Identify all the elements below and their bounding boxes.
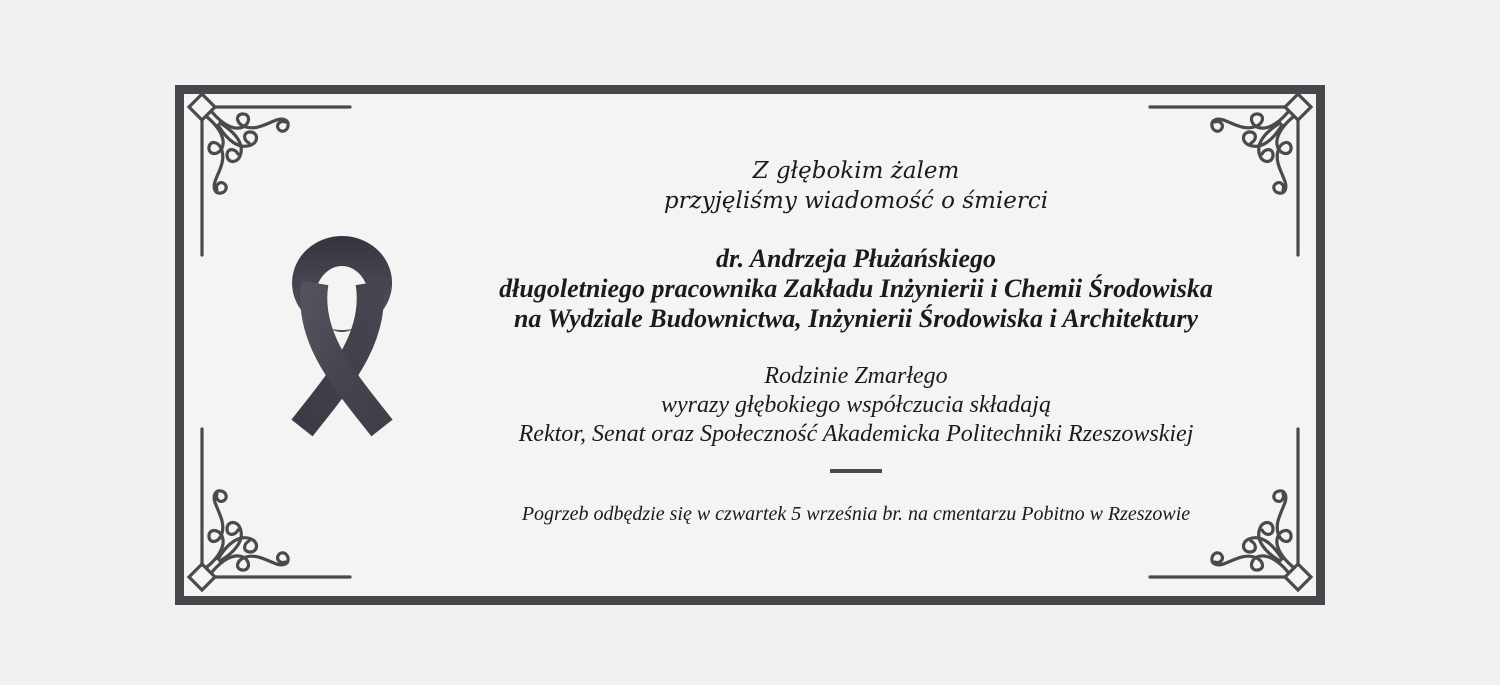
ornament-inner-curl-1 bbox=[220, 123, 241, 162]
ornament-diamond bbox=[189, 94, 215, 120]
deceased-role-line-1: długoletniego pracownika Zakładu Inżynierii i Chemii Środowiska bbox=[499, 274, 1213, 303]
intro-block bbox=[474, 156, 1238, 216]
condolences-line-2: wyrazy głębokiego współczucia składają bbox=[661, 392, 1051, 418]
ornament-scroll-vertical bbox=[207, 117, 226, 193]
ornament-scroll-horizontal bbox=[212, 112, 288, 131]
obituary-text bbox=[474, 94, 1238, 527]
deceased-name: dr. Andrzeja Płużańskiego bbox=[715, 244, 997, 273]
condolences-line-3: Rektor, Senat oraz Społeczność Akademicka Politechniki Rzeszowskiej bbox=[518, 421, 1194, 447]
condolences-line-1: Rodzinie Zmarłego bbox=[764, 363, 948, 389]
deceased-block bbox=[474, 244, 1238, 334]
funeral-info: Pogrzeb odbędzie się w czwartek 5 września br. na cmentarzu Pobitno w Rzeszowie bbox=[521, 503, 1191, 525]
ornament-inner-curl-2 bbox=[218, 125, 257, 146]
memorial-card-frame bbox=[175, 85, 1325, 605]
divider-rule bbox=[830, 469, 882, 473]
condolences-block bbox=[474, 362, 1238, 449]
intro-line-1: Z głębokim żalem bbox=[752, 158, 960, 184]
deceased-role-line-2: na Wydziale Budownictwa, Inżynierii Środowiska i Architektury bbox=[513, 304, 1199, 333]
mourning-ribbon-icon bbox=[272, 228, 412, 452]
intro-line-2: przyjęliśmy wiadomość o śmierci bbox=[663, 188, 1049, 214]
